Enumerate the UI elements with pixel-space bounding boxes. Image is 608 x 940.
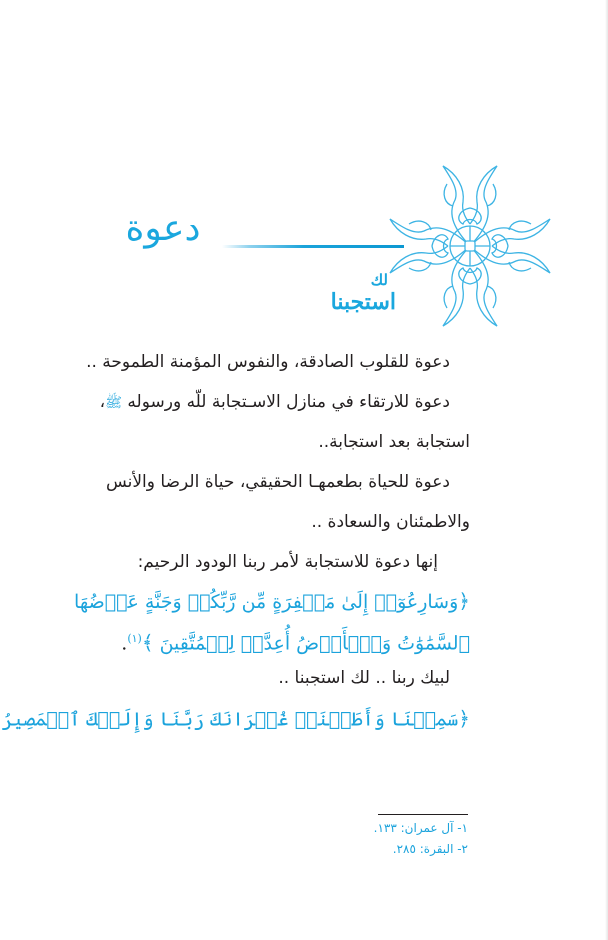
line-text: والاطمئنان والسعادة ..: [311, 512, 470, 532]
line-text: إنها دعوة للاستجابة لأمر ربنا الودود الرحيم:: [137, 552, 438, 572]
ornate-bracket-close-icon: ﴾: [141, 630, 154, 655]
header-rule: [222, 245, 404, 248]
line-text: دعوة للارتقاء في منازل الاسـتجابة للّه ورسوله: [127, 392, 450, 412]
salla-symbol-icon: ﷺ: [105, 395, 123, 411]
chapter-body: [1, 342, 470, 736]
line-text: دعوة للقلوب الصادقة، والنفوس المؤمنة الطموحة ..: [86, 352, 450, 372]
subtitle-main: استجبنا: [330, 289, 396, 315]
verse-text: وَسَارِعُوٓا۟ إِلَىٰ مَغۡفِرَةٍ مِّن رَّبِّكُمۡ وَجَنَّةٍ عَرۡضُهَا: [74, 591, 459, 613]
footnote-1: ١- آل عمران: ١٣٣.: [373, 821, 468, 835]
chapter-title: دعوة: [125, 208, 201, 249]
chapter-header: [0, 0, 608, 345]
verse-1-line-2: [40, 620, 470, 658]
footnote-separator: [378, 814, 468, 815]
ornate-bracket-open-icon: ﴿: [458, 706, 470, 731]
paragraph-line: [40, 502, 470, 542]
line-text: لبيك ربنا .. لك استجبنا ..: [278, 668, 450, 688]
paragraph-line: [40, 462, 470, 502]
chapter-subtitle: [312, 272, 396, 316]
verse-2: [1, 694, 470, 736]
line-text: استجابة بعد استجابة..: [318, 432, 470, 452]
paragraph-line: [40, 342, 470, 382]
arabesque-ornament-icon: [385, 160, 555, 332]
line-text: دعوة للحياة بطعمهـا الحقيقي، حياة الرضا والأنس: [105, 472, 450, 492]
subtitle-small: لك: [370, 271, 388, 289]
punctuation: .: [121, 632, 128, 655]
response-line: [40, 658, 470, 694]
footnote-2: ٢- البقرة: ٢٨٥.: [392, 842, 468, 856]
footnote-ref-1[interactable]: (١): [127, 632, 142, 645]
ornate-bracket-open-icon: ﴿: [458, 589, 470, 613]
paragraph-line: دعوة للارتقاء في منازل الاسـتجابة للّه ورسوله ﷺ،: [99, 392, 450, 412]
paragraph-line: [40, 542, 470, 582]
verse-text: سَمِعۡنَا وَأَطَعۡنَاۖ غُفۡرَانَكَ رَبَّنَا وَإِلَيۡكَ ٱلۡمَصِيرُ: [1, 708, 459, 731]
verse-text: ٱلسَّمَٰوَٰتُ وَٱلۡأَرۡضُ أُعِدَّتۡ لِلۡمُتَّقِينَ: [159, 632, 470, 655]
footnotes: [300, 818, 468, 860]
paragraph-line: [40, 422, 470, 462]
verse-1-line-1: [40, 582, 470, 620]
